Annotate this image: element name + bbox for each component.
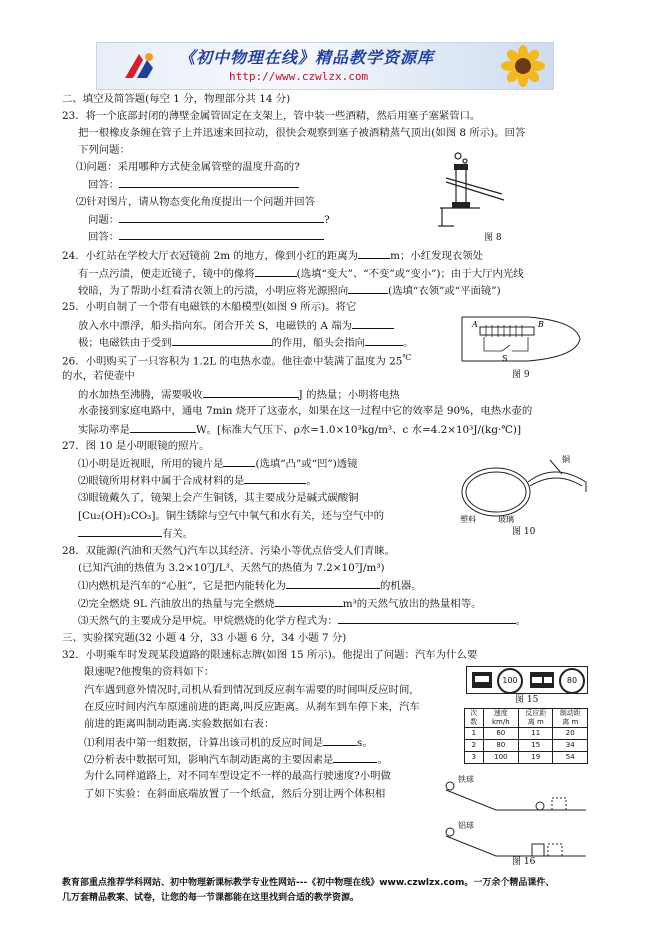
answer-blank[interactable] [286, 579, 380, 589]
iron-ball-label: 铁球 [458, 775, 474, 784]
table-header: 速度 km/h [483, 709, 518, 728]
q24-text: 有一点污渍，便走近镜子，镜中的像将 [78, 268, 255, 280]
table-row [465, 727, 588, 739]
label-copper: 铜 [562, 455, 570, 464]
q32-text: 。 [377, 754, 388, 766]
q23-sub: ⑴问题：采用哪种方式使金属管壁的温度升高的? [76, 161, 300, 173]
q32-line: 为什么同样道路上，对不同车型设定不一样的最高行驶速度?小明做 [84, 770, 391, 782]
q32-sub [84, 736, 373, 750]
q26-text: 的水加热至沸腾，需要吸收 [78, 389, 203, 401]
q28-text: ⑵完全燃烧 9L 汽油放出的热量与完全燃烧 [78, 598, 275, 610]
q26-line [78, 423, 521, 437]
q25-text: 极；电磁铁由于受到 [78, 337, 172, 349]
q27-sub: ⑶眼镜戴久了，镜架上会产生铜锈，其主要成分是碱式碳酸铜 [78, 492, 359, 504]
answer-blank[interactable] [244, 474, 306, 484]
table-cell: 60 [483, 727, 518, 739]
banner-url[interactable]: http://www.czwlzx.com [229, 70, 369, 83]
figure-caption: 图 9 [512, 370, 530, 380]
q24-text: (选填“变大”、“不变”或“变小”)；由于大厅内光线 [296, 268, 524, 280]
answer-blank[interactable] [119, 230, 324, 240]
label-b: B [538, 320, 544, 329]
q24-text: 较暗，为了帮助小红看清衣领上的污渍，小明应将光源照向 [78, 285, 349, 297]
answer-blank[interactable] [130, 423, 196, 433]
q32-line: 前进的距离叫制动距离.实验数据如右表： [84, 718, 275, 730]
q27-text: 有关。 [162, 528, 194, 540]
footer-line: 教育部重点推荐学科网站、初中物理新课标教学专业性网站---《初中物理在线》www.czwlzx.com。一万余个精品课件、 [62, 878, 555, 888]
q32-line: 汽车遇到意外情况时,司机从看到情况到反应刹车需要的时间叫反应时间, [84, 684, 413, 696]
q23-answer [88, 230, 324, 244]
q23-line: 把一根橡皮条缠在管子上并迅速来回拉动，很快会观察到塞子被酒精蒸气顶出(如图 8 所示)。回答 [78, 127, 526, 139]
q26-text: W。[标准大气压下、ρ水=1.0×10³kg/m³、c 水=4.2×10³J/(kg·℃)] [195, 424, 522, 436]
answer-blank[interactable] [348, 284, 388, 294]
figure-caption: 图 16 [512, 857, 536, 867]
question-label: 问题： [88, 214, 120, 226]
q32-text: ⑵分析表中数据可知，影响汽车制动距离的主要因素是 [84, 754, 334, 766]
banner-title: 《初中物理在线》精品教学资源库 [179, 48, 435, 67]
table-cell: 11 [519, 727, 553, 739]
footer-line: 几万套精品教案、试卷，让您的每一节课都能在这里找到合适的教学资源。 [62, 893, 360, 903]
label-s: S [502, 354, 508, 363]
figure-caption: 图 15 [515, 695, 539, 705]
q32-line: 了如下实验：在斜面底端放置了一个纸盒，然后分别让两个体积相 [84, 788, 386, 800]
table-cell: 2 [465, 739, 484, 751]
answer-label: 回答： [88, 231, 120, 243]
q27-text: 。 [306, 475, 317, 487]
answer-blank[interactable] [203, 388, 299, 398]
q26-line [62, 353, 411, 368]
speed-limit-sign: 100 [497, 668, 523, 694]
q27-line: 27．图 10 是小明眼镜的照片。 [62, 440, 210, 452]
q24-line [78, 284, 501, 298]
section-heading: 二、填空及简答题(每空 1 分，物理部分共 14 分) [62, 93, 291, 105]
table-header-row [465, 709, 588, 728]
q28-text: ⑶天然气的主要成分是甲烷。甲烷燃烧的化学方程式为： [78, 615, 338, 627]
q32-line: 32．小明乘车时发现某段道路的限速标志牌(如图 15 所示)。他提出了问题：汽车为什么要 [62, 649, 478, 661]
q26-line: 水壶接到家庭电路中，通电 7min 烧开了这壶水，如果在这一过程中它的效率是 90%，电热水壶的 [78, 405, 533, 417]
q26-text: J 的热量；小明将电热 [298, 389, 400, 401]
table-cell: 34 [553, 739, 588, 751]
q28-line: (已知汽油的热值为 3.2×10⁷J/L³、天然气的热值为 7.2×10⁷J/m³) [78, 562, 385, 574]
table-row [465, 751, 588, 763]
q32-text: s。 [356, 737, 373, 749]
answer-blank[interactable] [352, 319, 394, 329]
car-icon [471, 671, 493, 689]
table-header: 反应距离 m [519, 709, 553, 728]
figure-9-boat [458, 313, 584, 367]
q23-answer [88, 178, 299, 192]
table-cell: 54 [553, 751, 588, 763]
q28-line: 28．双能源(汽油和天然气)汽车以其经济、污染小等优点倍受人们青睐。 [62, 545, 396, 557]
table-cell: 1 [465, 727, 484, 739]
q28-sub [78, 614, 526, 628]
answer-blank[interactable] [338, 614, 516, 624]
q26-text: 26．小明购买了一只容积为 1.2L 的电热水壶。他往壶中装满了温度为 25 [62, 355, 403, 368]
q28-sub [78, 579, 422, 593]
aluminum-ball-label: 铝球 [458, 821, 474, 830]
q25-line [78, 336, 413, 350]
q23-question [88, 213, 330, 227]
q24-text: (选填“衣领”或“平面镜”) [388, 285, 501, 297]
q27-sub [78, 474, 317, 488]
site-logo-icon [119, 48, 159, 84]
table-header: 次数 [465, 709, 484, 728]
table-cell: 100 [483, 751, 518, 763]
answer-blank[interactable] [358, 249, 390, 259]
table-cell: 3 [465, 751, 484, 763]
label-glass: 玻璃 [498, 515, 514, 524]
q32-line: 限速呢?他搜集的资料如下： [84, 666, 215, 678]
table-header: 制动距离 m [553, 709, 588, 728]
question-mark: ? [324, 214, 330, 226]
q27-text: (选填“凸”或“凹”)透镜 [255, 458, 358, 470]
table-cell: 15 [519, 739, 553, 751]
q27-text: ⑴小明是近视眼，所用的镜片是 [78, 458, 224, 470]
answer-blank[interactable] [275, 597, 343, 607]
q26-line [78, 388, 400, 402]
figure-caption: 图 10 [512, 527, 536, 537]
table-cell: 20 [553, 727, 588, 739]
q25-text: 放入水中漂浮，船头指向东。闭合开关 S，电磁铁的 A 端为 [78, 320, 352, 332]
table-cell: 80 [483, 739, 518, 751]
table-row [465, 739, 588, 751]
answer-label: 回答： [88, 179, 120, 191]
section-heading: 三、实验探究题(32 小题 4 分，33 小题 6 分，34 小题 7 分) [62, 632, 347, 644]
answer-blank[interactable] [223, 457, 255, 467]
q23-line: 下列问题： [78, 144, 130, 156]
q27-sub [78, 527, 193, 541]
data-table [464, 708, 588, 764]
figure-15-sign-board [466, 666, 588, 694]
q26-text: 实际功率是 [78, 424, 130, 436]
answer-blank[interactable] [119, 213, 324, 223]
label-plastic: 塑料 [460, 515, 476, 524]
truck-icon [529, 671, 555, 689]
q28-text: 的机器。 [380, 580, 422, 592]
q32-line: 在反应时间内汽车原速前进的距离,叫反应距离。从刹车到车停下来，汽车 [84, 701, 420, 713]
q27-sub [78, 457, 358, 471]
answer-blank[interactable] [323, 736, 357, 746]
q25-line: 25．小明自制了一个带有电磁铁的木船模型(如图 9 所示)。将它 [62, 301, 357, 313]
q25-line [78, 319, 394, 333]
q25-text: 的作用，船头会指向 [271, 337, 366, 349]
answer-blank[interactable] [78, 527, 162, 537]
q24-line [78, 267, 524, 281]
q24-text: 24．小红站在学校大厅衣冠镜前 2m 的地方，像到小红的距离为 [62, 250, 359, 262]
sunflower-icon [495, 45, 551, 87]
figure-8-apparatus [432, 150, 512, 230]
answer-blank[interactable] [333, 753, 377, 763]
q32-sub [84, 753, 388, 767]
q28-text: 。 [515, 615, 527, 627]
q27-sub: [Cu₂(OH)₂CO₃]。铜生锈除与空气中氧气和水有关，还与空气中的 [78, 510, 384, 522]
q28-sub [78, 597, 481, 611]
q26-unit: ℃ [402, 353, 412, 362]
q28-text: m³的天然气放出的热量相等。 [342, 598, 482, 610]
header-banner [96, 42, 554, 90]
table-cell: 19 [519, 751, 553, 763]
figure-16-ramps [440, 772, 590, 864]
figure-caption: 图 8 [484, 233, 502, 243]
answer-blank[interactable] [255, 267, 297, 277]
q23-line: 23．将一个底部封闭的薄壁金属管固定在支架上，管中装一些酒精，然后用塞子塞紧管口。 [62, 110, 481, 122]
q28-text: ⑴内燃机是汽车的“心脏”，它是把内能转化为 [78, 580, 287, 592]
q25-text: 。 [403, 337, 414, 349]
answer-blank[interactable] [119, 178, 299, 188]
q24-text: m；小红发现衣领处 [390, 250, 484, 262]
answer-blank[interactable] [365, 336, 403, 346]
speed-limit-sign: 80 [559, 668, 585, 694]
q32-text: ⑴利用表中第一组数据，计算出该司机的反应时间是 [84, 737, 323, 749]
label-a: A [472, 320, 478, 329]
figure-10-glasses [456, 452, 592, 524]
answer-blank[interactable] [172, 336, 272, 346]
q27-text: ⑵眼镜所用材料中属于合成材料的是 [78, 475, 245, 487]
q26-line: 的水，若使壶中 [62, 370, 135, 382]
q24-line [62, 249, 483, 263]
q23-sub: ⑵针对图片，请从物态变化角度提出一个问题并回答 [76, 196, 315, 208]
